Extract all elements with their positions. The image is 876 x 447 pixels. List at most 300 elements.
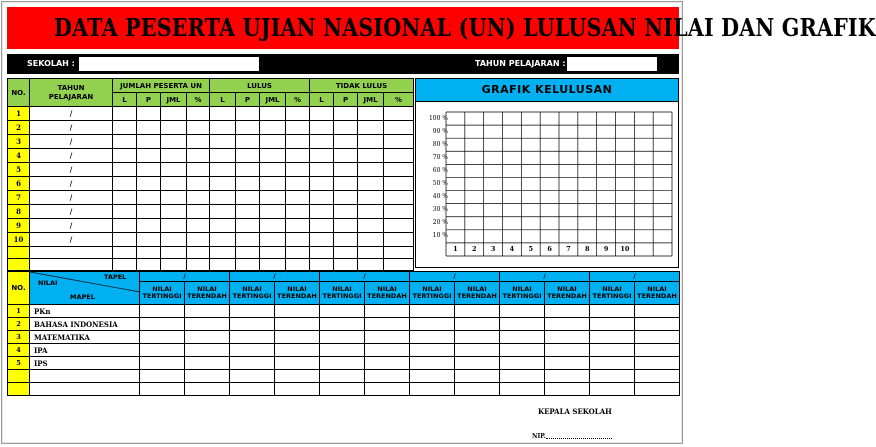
data-cell[interactable] (137, 247, 161, 259)
period-header[interactable]: / (140, 272, 230, 282)
data-cell[interactable] (236, 205, 260, 219)
period-header[interactable]: / (500, 272, 590, 282)
data-cell[interactable] (113, 247, 137, 259)
score-cell[interactable] (185, 357, 230, 370)
x-tick-label: 8 (584, 244, 590, 253)
data-cell[interactable] (310, 135, 334, 149)
nip-label: NIP. (532, 433, 546, 440)
nilai-terendah-header (365, 282, 410, 305)
data-cell[interactable] (286, 177, 310, 191)
score-cell[interactable] (590, 357, 635, 370)
data-cell[interactable] (334, 219, 358, 233)
score-cell[interactable] (545, 318, 590, 331)
score-cell[interactable] (320, 305, 365, 318)
data-cell[interactable] (236, 163, 260, 177)
period-header[interactable]: / (410, 272, 500, 282)
score-cell[interactable] (365, 357, 410, 370)
data-cell[interactable] (187, 191, 210, 205)
table-row (8, 305, 680, 318)
col-kind: TERTINGGI (412, 292, 452, 300)
data-cell[interactable] (161, 135, 187, 149)
lulus-header: LULUS (210, 79, 310, 93)
col-nilai: NILAI (512, 285, 532, 293)
score-cell[interactable] (320, 331, 365, 344)
data-cell[interactable] (358, 177, 384, 191)
data-cell[interactable] (236, 121, 260, 135)
data-cell[interactable] (210, 135, 236, 149)
score-cell[interactable] (635, 357, 680, 370)
score-cell[interactable] (500, 370, 545, 383)
data-cell[interactable] (310, 259, 334, 271)
period-header[interactable]: / (320, 272, 410, 282)
data-cell[interactable] (236, 233, 260, 247)
score-cell[interactable] (410, 344, 455, 357)
data-cell[interactable] (260, 191, 286, 205)
data-cell[interactable] (137, 121, 161, 135)
score-cell[interactable] (140, 305, 185, 318)
score-cell[interactable] (275, 344, 320, 357)
score-cell[interactable] (230, 318, 275, 331)
score-cell[interactable] (635, 370, 680, 383)
data-cell[interactable] (210, 247, 236, 259)
data-cell[interactable] (358, 205, 384, 219)
data-cell[interactable] (286, 205, 310, 219)
data-cell[interactable] (187, 135, 210, 149)
score-cell[interactable] (545, 383, 590, 396)
data-cell[interactable] (137, 149, 161, 163)
data-cell[interactable] (137, 135, 161, 149)
data-cell[interactable] (137, 191, 161, 205)
data-cell[interactable] (358, 191, 384, 205)
data-cell[interactable] (334, 247, 358, 259)
score-cell[interactable] (30, 370, 140, 383)
info-bar (7, 54, 679, 74)
score-cell[interactable] (410, 318, 455, 331)
data-cell[interactable] (260, 149, 286, 163)
data-cell[interactable] (358, 121, 384, 135)
data-cell[interactable] (286, 135, 310, 149)
score-cell[interactable] (30, 383, 140, 396)
data-cell[interactable] (384, 233, 414, 247)
score-cell[interactable] (590, 344, 635, 357)
subcol-header: L (310, 93, 334, 107)
data-cell[interactable] (260, 247, 286, 259)
blank-row (8, 370, 680, 383)
score-cell[interactable] (545, 331, 590, 344)
period-header[interactable]: / (230, 272, 320, 282)
data-cell[interactable] (187, 107, 210, 121)
score-cell[interactable] (590, 370, 635, 383)
subcol-header: % (286, 93, 310, 107)
data-cell[interactable] (384, 259, 414, 271)
tahun-pelajaran-field[interactable] (567, 57, 657, 71)
col-nilai: NILAI (377, 285, 397, 293)
score-cell[interactable] (365, 344, 410, 357)
data-cell[interactable] (210, 191, 236, 205)
tahun-pelajaran-label: TAHUN PELAJARAN : (475, 59, 566, 68)
data-cell[interactable] (384, 219, 414, 233)
data-cell[interactable] (187, 177, 210, 191)
score-cell[interactable] (185, 305, 230, 318)
year-cell[interactable]: / (30, 177, 113, 191)
data-cell[interactable] (210, 149, 236, 163)
x-tick-label: 7 (566, 244, 571, 253)
data-cell[interactable] (260, 205, 286, 219)
score-cell[interactable] (230, 344, 275, 357)
score-cell[interactable] (320, 357, 365, 370)
data-cell[interactable] (236, 149, 260, 163)
data-cell[interactable] (161, 149, 187, 163)
year-cell[interactable]: / (30, 149, 113, 163)
data-cell[interactable] (286, 247, 310, 259)
data-cell[interactable] (286, 219, 310, 233)
subcol-header: P (334, 93, 358, 107)
score-cell[interactable] (365, 383, 410, 396)
score-cell[interactable] (320, 383, 365, 396)
score-cell[interactable] (635, 318, 680, 331)
data-cell[interactable] (358, 247, 384, 259)
score-cell[interactable] (635, 305, 680, 318)
data-cell[interactable] (286, 121, 310, 135)
score-cell[interactable] (500, 357, 545, 370)
score-cell[interactable] (275, 331, 320, 344)
data-cell[interactable] (113, 205, 137, 219)
data-cell[interactable] (334, 191, 358, 205)
data-cell[interactable] (210, 177, 236, 191)
data-cell[interactable] (334, 205, 358, 219)
chart-title: GRAFIK KELULUSAN (416, 79, 678, 102)
data-cell[interactable] (210, 233, 236, 247)
data-cell[interactable] (236, 107, 260, 121)
data-cell[interactable] (384, 149, 414, 163)
data-cell[interactable] (260, 163, 286, 177)
data-cell[interactable] (334, 163, 358, 177)
data-cell[interactable] (137, 259, 161, 271)
tidak-lulus-header: TIDAK LULUS (310, 79, 414, 93)
data-cell[interactable] (310, 219, 334, 233)
data-cell[interactable] (334, 121, 358, 135)
col-nilai: NILAI (602, 285, 622, 293)
data-cell[interactable] (358, 149, 384, 163)
year-cell[interactable]: / (30, 163, 113, 177)
score-cell[interactable] (410, 305, 455, 318)
score-cell[interactable] (365, 305, 410, 318)
subject-name: IPA (30, 344, 140, 357)
score-cell[interactable] (365, 318, 410, 331)
data-cell[interactable] (384, 191, 414, 205)
blank-row (8, 247, 414, 259)
data-cell[interactable] (334, 107, 358, 121)
data-cell[interactable] (358, 107, 384, 121)
data-cell[interactable] (358, 233, 384, 247)
data-cell[interactable] (113, 121, 137, 135)
data-cell[interactable] (310, 247, 334, 259)
col-kind: TERTINGGI (232, 292, 272, 300)
tapel-label: TAPEL (104, 273, 127, 281)
score-cell[interactable] (590, 305, 635, 318)
y-tick-label: 90 % (432, 127, 448, 135)
score-cell[interactable] (635, 383, 680, 396)
chart-panel (415, 78, 679, 268)
data-cell[interactable] (286, 149, 310, 163)
score-cell[interactable] (455, 383, 500, 396)
score-cell[interactable] (590, 331, 635, 344)
data-cell[interactable] (137, 219, 161, 233)
score-cell[interactable] (275, 318, 320, 331)
participants-table (7, 78, 414, 271)
score-cell[interactable] (140, 357, 185, 370)
subject-name: PKn (30, 305, 140, 318)
data-cell[interactable] (260, 107, 286, 121)
score-cell[interactable] (230, 370, 275, 383)
data-cell[interactable] (334, 177, 358, 191)
data-cell[interactable] (310, 149, 334, 163)
data-cell[interactable] (210, 205, 236, 219)
data-cell[interactable] (187, 247, 210, 259)
score-cell[interactable] (455, 370, 500, 383)
data-cell[interactable] (137, 107, 161, 121)
row-number: 4 (8, 344, 30, 357)
score-cell[interactable] (275, 357, 320, 370)
data-cell[interactable] (286, 163, 310, 177)
data-cell[interactable] (260, 259, 286, 271)
data-cell[interactable] (334, 259, 358, 271)
year-cell[interactable]: / (30, 219, 113, 233)
data-cell[interactable] (310, 121, 334, 135)
data-cell[interactable] (30, 259, 113, 271)
row-number (8, 370, 30, 383)
data-cell[interactable] (161, 247, 187, 259)
data-cell[interactable] (187, 149, 210, 163)
table-row (8, 205, 414, 219)
score-cell[interactable] (635, 331, 680, 344)
row-number: 2 (8, 121, 30, 135)
score-cell[interactable] (545, 357, 590, 370)
data-cell[interactable] (334, 135, 358, 149)
nilai-tertinggi-header (230, 282, 275, 305)
data-cell[interactable] (260, 135, 286, 149)
data-cell[interactable] (384, 107, 414, 121)
data-cell[interactable] (161, 205, 187, 219)
table-row (8, 357, 680, 370)
score-cell[interactable] (230, 383, 275, 396)
score-cell[interactable] (410, 357, 455, 370)
data-cell[interactable] (161, 233, 187, 247)
score-cell[interactable] (500, 331, 545, 344)
data-cell[interactable] (187, 163, 210, 177)
data-cell[interactable] (286, 233, 310, 247)
data-cell[interactable] (137, 177, 161, 191)
data-cell[interactable] (161, 177, 187, 191)
no-header: NO. (8, 272, 30, 305)
data-cell[interactable] (137, 163, 161, 177)
year-cell[interactable]: / (30, 107, 113, 121)
data-cell[interactable] (187, 259, 210, 271)
data-cell[interactable] (30, 247, 113, 259)
score-cell[interactable] (320, 370, 365, 383)
data-cell[interactable] (113, 191, 137, 205)
data-cell[interactable] (113, 135, 137, 149)
year-cell[interactable]: / (30, 205, 113, 219)
score-cell[interactable] (545, 305, 590, 318)
score-cell[interactable] (140, 318, 185, 331)
data-cell[interactable] (236, 135, 260, 149)
year-cell[interactable]: / (30, 135, 113, 149)
data-cell[interactable] (137, 205, 161, 219)
data-cell[interactable] (310, 191, 334, 205)
data-cell[interactable] (161, 259, 187, 271)
data-cell[interactable] (113, 149, 137, 163)
score-cell[interactable] (185, 370, 230, 383)
score-cell[interactable] (410, 331, 455, 344)
table-row (8, 331, 680, 344)
page-title: DATA PESERTA UJIAN NASIONAL (UN) LULUSAN NILAI DAN GRAFIK (54, 7, 632, 49)
score-cell[interactable] (230, 357, 275, 370)
data-cell[interactable] (384, 121, 414, 135)
score-cell[interactable] (545, 344, 590, 357)
score-cell[interactable] (410, 383, 455, 396)
score-cell[interactable] (275, 370, 320, 383)
row-number (8, 259, 30, 271)
score-cell[interactable] (455, 357, 500, 370)
score-cell[interactable] (545, 370, 590, 383)
data-cell[interactable] (161, 163, 187, 177)
data-cell[interactable] (161, 121, 187, 135)
col-nilai: NILAI (242, 285, 262, 293)
sekolah-field[interactable] (79, 57, 259, 71)
score-cell[interactable] (590, 383, 635, 396)
data-cell[interactable] (384, 177, 414, 191)
year-cell[interactable]: / (30, 121, 113, 135)
subject-name: BAHASA INDONESIA (30, 318, 140, 331)
data-cell[interactable] (210, 163, 236, 177)
period-header[interactable]: / (590, 272, 680, 282)
score-cell[interactable] (230, 331, 275, 344)
score-cell[interactable] (365, 331, 410, 344)
data-cell[interactable] (358, 135, 384, 149)
score-cell[interactable] (230, 305, 275, 318)
col-kind: TERENDAH (637, 292, 677, 300)
data-cell[interactable] (334, 149, 358, 163)
score-cell[interactable] (140, 344, 185, 357)
score-cell[interactable] (185, 344, 230, 357)
data-cell[interactable] (310, 177, 334, 191)
data-cell[interactable] (161, 219, 187, 233)
subcol-header: % (384, 93, 414, 107)
data-cell[interactable] (310, 163, 334, 177)
data-cell[interactable] (210, 107, 236, 121)
data-cell[interactable] (358, 259, 384, 271)
col-nilai: NILAI (332, 285, 352, 293)
data-cell[interactable] (384, 135, 414, 149)
score-cell[interactable] (185, 318, 230, 331)
data-cell[interactable] (334, 233, 358, 247)
data-cell[interactable] (113, 233, 137, 247)
data-cell[interactable] (236, 247, 260, 259)
score-cell[interactable] (635, 344, 680, 357)
y-tick-label: 100 % (428, 114, 448, 122)
data-cell[interactable] (384, 205, 414, 219)
data-cell[interactable] (358, 219, 384, 233)
table-row (8, 233, 414, 247)
data-cell[interactable] (260, 177, 286, 191)
data-cell[interactable] (210, 219, 236, 233)
data-cell[interactable] (384, 247, 414, 259)
data-cell[interactable] (310, 233, 334, 247)
year-cell[interactable]: / (30, 233, 113, 247)
mapel-label: MAPEL (70, 293, 95, 301)
score-cell[interactable] (275, 383, 320, 396)
data-cell[interactable] (260, 233, 286, 247)
x-tick-label: 2 (471, 244, 477, 253)
data-cell[interactable] (310, 107, 334, 121)
data-cell[interactable] (236, 191, 260, 205)
data-cell[interactable] (210, 121, 236, 135)
data-cell[interactable] (236, 177, 260, 191)
data-cell[interactable] (113, 163, 137, 177)
score-cell[interactable] (140, 383, 185, 396)
score-cell[interactable] (455, 305, 500, 318)
score-cell[interactable] (590, 318, 635, 331)
data-cell[interactable] (286, 259, 310, 271)
chart-grid (446, 112, 672, 256)
data-cell[interactable] (113, 259, 137, 271)
score-cell[interactable] (140, 370, 185, 383)
score-cell[interactable] (500, 383, 545, 396)
data-cell[interactable] (113, 107, 137, 121)
data-cell[interactable] (137, 233, 161, 247)
col-kind: TERTINGGI (502, 292, 542, 300)
score-cell[interactable] (500, 305, 545, 318)
score-cell[interactable] (500, 318, 545, 331)
data-cell[interactable] (187, 205, 210, 219)
data-cell[interactable] (286, 191, 310, 205)
score-cell[interactable] (455, 318, 500, 331)
data-cell[interactable] (310, 205, 334, 219)
data-cell[interactable] (161, 107, 187, 121)
score-cell[interactable] (320, 318, 365, 331)
score-cell[interactable] (410, 370, 455, 383)
data-cell[interactable] (161, 191, 187, 205)
data-cell[interactable] (358, 163, 384, 177)
score-cell[interactable] (455, 344, 500, 357)
score-cell[interactable] (185, 383, 230, 396)
data-cell[interactable] (113, 177, 137, 191)
score-cell[interactable] (500, 344, 545, 357)
table-row (8, 121, 414, 135)
data-cell[interactable] (187, 219, 210, 233)
data-cell[interactable] (187, 121, 210, 135)
data-cell[interactable] (236, 259, 260, 271)
data-cell[interactable] (260, 121, 286, 135)
score-cell[interactable] (185, 331, 230, 344)
data-cell[interactable] (210, 259, 236, 271)
score-cell[interactable] (455, 331, 500, 344)
data-cell[interactable] (384, 163, 414, 177)
y-tick-label: 50 % (432, 180, 448, 187)
data-cell[interactable] (113, 219, 137, 233)
data-cell[interactable] (236, 219, 260, 233)
data-cell[interactable] (286, 107, 310, 121)
data-cell[interactable] (260, 219, 286, 233)
score-cell[interactable] (365, 370, 410, 383)
score-cell[interactable] (320, 344, 365, 357)
score-cell[interactable] (140, 331, 185, 344)
data-cell[interactable] (187, 233, 210, 247)
year-cell[interactable]: / (30, 191, 113, 205)
score-cell[interactable] (275, 305, 320, 318)
y-tick-label: 30 % (432, 206, 448, 214)
